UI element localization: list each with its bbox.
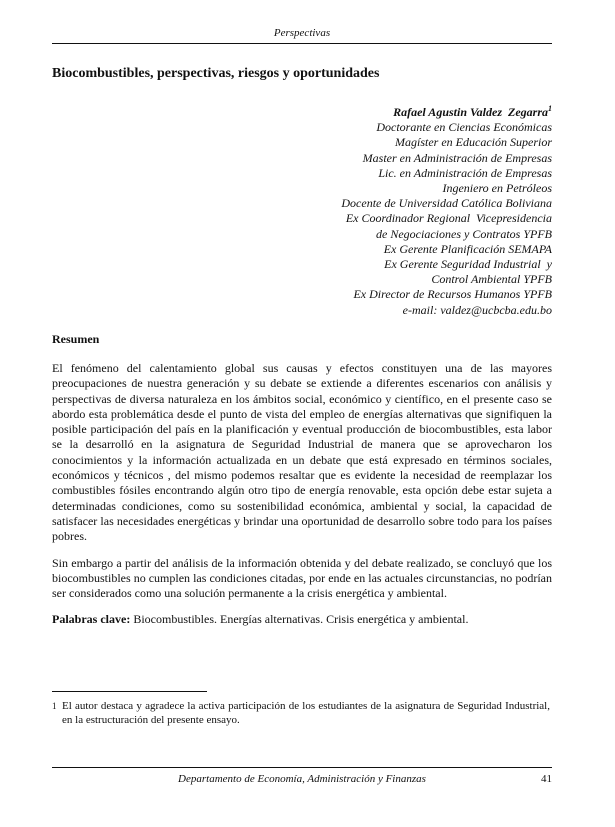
article-title: Biocombustibles, perspectivas, riesgos y oportunidades [52, 66, 380, 81]
author-name: Rafael Agustin Valdez Zegarra [393, 105, 548, 119]
keywords-text: Biocombustibles. Energías alternativas. Crisis energética y ambiental. [130, 612, 469, 627]
author-block [232, 105, 552, 318]
abstract-paragraph: Sin embargo a partir del análisis de la información obtenida y del debate realizado, se concluyó que los biocombustibles no cumplen las condiciones citadas, por ende en las actuales circunstancias, no podrían ser considerados como una solución permanente a la crisis energética y ambiental. [52, 555, 552, 601]
author-credential: Ex Coordinador Regional Vicepresidencia [345, 211, 552, 226]
author-credential: Doctorante en Ciencias Económicas [376, 120, 552, 135]
footnote-text: El autor destaca y agradece la activa participación de los estudiantes de la asignatura de Seguridad Industrial, en la estructuración del presente ensayo. [62, 700, 550, 726]
footer-rule [52, 767, 552, 768]
author-credential: Ingeniero en Petróleos [442, 181, 552, 196]
author-credential: Control Ambiental YPFB [431, 272, 552, 287]
author-credential: Ex Director de Recursos Humanos YPFB [353, 287, 552, 302]
page-number: 41 [541, 773, 552, 785]
abstract-body [52, 361, 552, 639]
footer-department: Departamento de Economía, Administración y Finanzas [178, 773, 426, 785]
keywords-line [52, 612, 552, 627]
page-footer [52, 772, 552, 786]
keywords-label: Palabras clave: [52, 612, 131, 627]
footnote-marker: 1 [52, 701, 57, 711]
abstract-heading: Resumen [52, 332, 100, 346]
author-credential: Docente de Universidad Católica Boliviana [341, 196, 552, 211]
abstract-paragraph: El fenómeno del calentamiento global sus causas y efectos constituyen una de las mayores preocupaciones de nuestra generación y su debate se extiende a diferentes escenarios con análisis y perspectivas de diversa naturaleza en los ámbitos social, económico y científico, en el presente caso se abordo esta problemática desde el punto de vista del empleo de energías alternativas que signifiquen la posible participación del país en la planificación y eventual producción de biocombustibles, esta labor se la desarrolló en la asignatura de Seguridad Industrial de manera que se aprovecharon los conocimientos y la información actualizada en un debate que está expresado en términos sociales, económicos y técnicos , del mismo podemos resaltar que es evidente la necesidad de reemplazar los combustibles fósiles encontrando algún otro tipo de energía renovable, esta opción debe estar sujeta a determinadas condiciones, como su sostenibilidad económica, ambiental y social, la capacidad de satisfacer las necesidades energéticas y brindar una oportunidad de desarrollo sobre todo para los países pobres. [52, 361, 552, 544]
author-credential: Ex Gerente Planificación SEMAPA [383, 241, 552, 256]
author-footnote-ref: 1 [548, 104, 552, 113]
author-credential: Ex Gerente Seguridad Industrial y [384, 257, 552, 272]
footnote-rule [52, 691, 207, 692]
author-credential: de Negociaciones y Contratos YPFB [376, 226, 552, 241]
header-rule [52, 43, 552, 44]
author-credential: Magíster en Educación Superior [395, 135, 552, 150]
author-name-line [232, 105, 552, 120]
author-email: e-mail: valdez@ucbcba.edu.bo [402, 302, 552, 317]
footnote [52, 699, 552, 727]
running-header: Perspectivas [273, 27, 331, 39]
author-credential: Lic. en Administración de Empresas [378, 165, 552, 180]
author-credential: Master en Administración de Empresas [362, 150, 552, 165]
